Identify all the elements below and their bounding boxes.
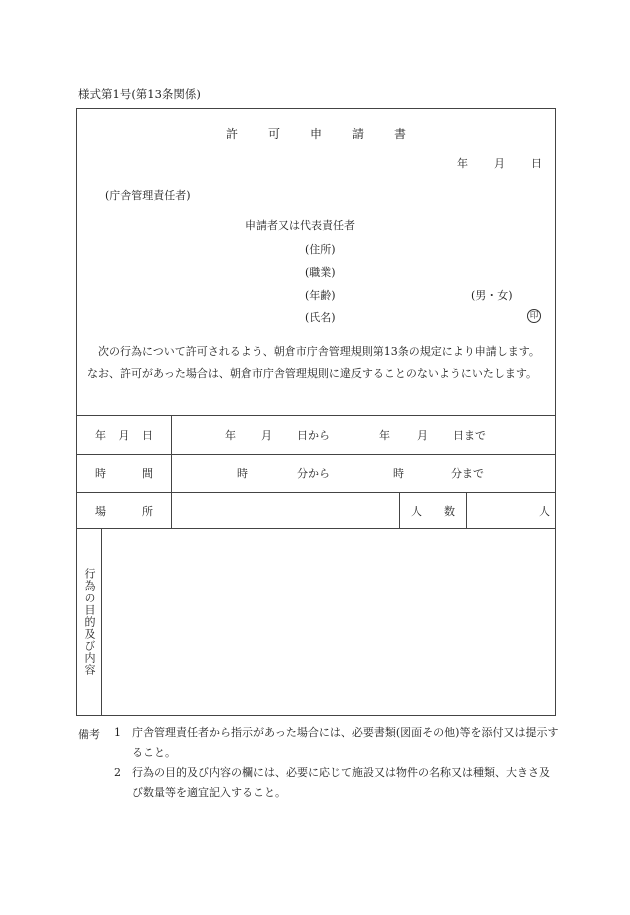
applicant-occupation-label: (職業) — [305, 266, 336, 279]
title-char: 書 — [394, 127, 409, 141]
table-column-rule — [399, 492, 400, 528]
headcount-label-char: 人 — [411, 505, 422, 518]
time-row-label-char: 間 — [142, 467, 153, 480]
date-row-label-char: 月 — [118, 429, 130, 442]
time-from-minute: 分から — [297, 467, 330, 480]
date-line — [457, 155, 542, 171]
title-char: 申 — [309, 127, 324, 141]
remarks-heading: 備考 — [78, 728, 100, 741]
date-day: 日 — [531, 157, 542, 170]
date-to-month: 月 — [417, 429, 428, 442]
application-statement: 次の行為について許可されるよう、朝倉市庁舎管理規則第13条の規定により申請します。なお、許可があった場合は、朝倉市庁舎管理規則に違反することのないようにいたします。 — [87, 345, 540, 380]
date-to-day: 日まで — [453, 429, 486, 442]
table-column-rule — [101, 528, 102, 716]
title-char: 請 — [352, 127, 367, 141]
table-row-rule — [77, 528, 555, 529]
purpose-row-label: 行為の目的及び内容 — [83, 568, 96, 676]
place-row-label — [95, 503, 153, 519]
table-row-rule — [77, 454, 555, 455]
title-char: 可 — [267, 127, 282, 141]
date-year: 年 — [457, 157, 468, 170]
applicant-address-label: (住所) — [305, 243, 336, 256]
remark-number: 1 — [114, 726, 121, 739]
date-row-label-char: 年 — [95, 429, 106, 442]
place-row-label-char: 場 — [95, 505, 106, 518]
applicant-gender-label: (男・女) — [471, 289, 513, 302]
form-number-label: 様式第1号(第13条関係) — [78, 87, 201, 101]
seal-mark: 印 — [527, 309, 541, 323]
date-from-year: 年 — [225, 429, 236, 442]
applicant-age-label: (年齢) — [305, 289, 336, 302]
time-to-minute: 分まで — [451, 467, 484, 480]
table-row-rule — [77, 492, 555, 493]
time-row-label-char: 時 — [95, 467, 106, 480]
date-row-label-char: 日 — [142, 429, 153, 442]
table-top-rule — [77, 415, 555, 416]
date-month: 月 — [494, 157, 505, 170]
place-row-label-char: 所 — [142, 505, 153, 518]
title-char: 許 — [225, 127, 240, 141]
time-from-hour: 時 — [237, 467, 248, 480]
time-to-hour: 時 — [393, 467, 404, 480]
time-row-label — [95, 465, 153, 481]
headcount-label-char: 数 — [444, 505, 455, 518]
form-title — [77, 125, 557, 142]
date-to-year: 年 — [379, 429, 390, 442]
date-from-month: 月 — [261, 429, 272, 442]
application-form-frame — [76, 108, 556, 716]
remark-text: 行為の目的及び内容の欄には、必要に応じて施設又は物件の名称又は種類、大きさ及び数量等を適宜記入すること。 — [132, 766, 550, 799]
remark-number: 2 — [114, 766, 121, 779]
remark-text: 庁舎管理責任者から指示があった場合には、必要書類(図面その他)等を添付又は提示すること。 — [132, 726, 559, 759]
date-from-day: 日から — [297, 429, 330, 442]
headcount-unit: 人 — [539, 505, 550, 518]
headcount-label — [411, 503, 455, 519]
addressee: (庁舎管理責任者) — [105, 189, 191, 202]
date-row-label — [95, 427, 153, 443]
applicant-heading: 申請者又は代表責任者 — [245, 219, 355, 232]
applicant-name-label: (氏名) — [305, 311, 336, 324]
table-column-rule — [466, 492, 467, 528]
table-column-rule — [171, 415, 172, 528]
